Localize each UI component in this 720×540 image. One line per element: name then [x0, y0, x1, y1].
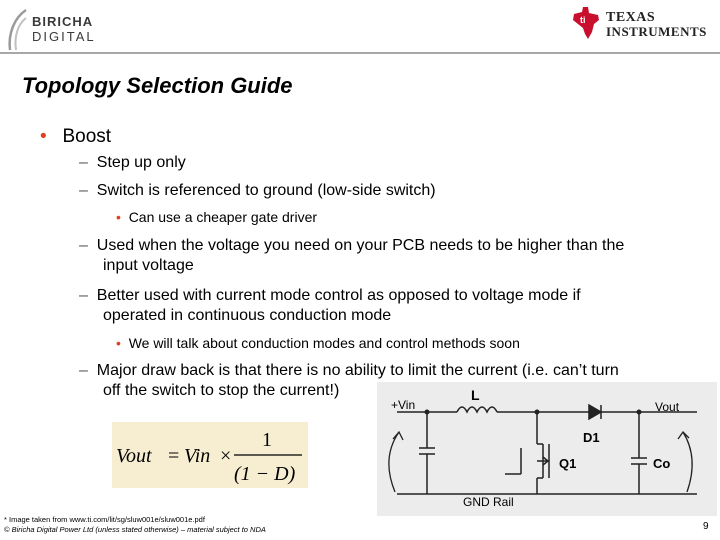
label-gnd-rail: GND Rail — [463, 495, 514, 509]
biricha-logo — [6, 4, 106, 54]
sub-bullet-5-line1: Major draw back is that there is no ability to limit the current (i.e. can’t turn — [96, 362, 619, 379]
bullet-dot-icon: • — [40, 126, 47, 147]
formula-denominator: (1 − D) — [234, 463, 296, 485]
biricha-logo-line1: BIRICHA — [32, 14, 94, 29]
footnote — [4, 515, 266, 535]
sub-sub-bullet-4-1 — [116, 335, 520, 351]
bullet-boost — [40, 126, 111, 148]
formula-eq: = — [168, 445, 180, 467]
formula-times: × — [220, 445, 232, 467]
formula-lhs: Vout — [116, 445, 152, 467]
bullet-dot-icon: • — [116, 335, 121, 351]
ti-logo — [570, 4, 715, 44]
formula-numerator: 1 — [262, 429, 272, 451]
ti-texas-icon — [570, 6, 602, 40]
sub-bullet-3: – Used when the voltage you need on your PCB needs to be higher than the input voltage — [79, 237, 625, 274]
formula-vin: Vin — [184, 445, 211, 467]
sub-bullet-4-line2: operated in continuous conduction mode — [103, 307, 392, 324]
sub-sub-bullet-2-1-text: Can use a cheaper gate driver — [128, 209, 318, 225]
svg-text:ti: ti — [580, 15, 586, 25]
ti-logo-line1: TEXAS — [606, 10, 656, 25]
sub-bullet-1: – Step up only — [79, 154, 186, 171]
slide-title: Topology Selection Guide — [22, 73, 293, 98]
page-number: 9 — [703, 521, 709, 532]
sub-bullet-5: – Major draw back is that there is no ability to limit the current (i.e. can’t turn off the switch to stop the current!) — [79, 362, 619, 399]
sub-bullet-4-line1: Better used with current mode control as opposed to voltage mode if — [96, 287, 581, 304]
sub-bullet-3-line2: input voltage — [103, 257, 194, 274]
biricha-swoosh-icon — [6, 8, 28, 52]
sub-bullet-3-line1: Used when the voltage you need on your PCB needs to be higher than the — [96, 237, 625, 254]
biricha-logo-line2: DIGITAL — [32, 29, 96, 44]
sub-bullet-2: – Switch is referenced to ground (low-side switch) — [79, 182, 436, 199]
sub-bullet-5-line2: off the switch to stop the current!) — [103, 382, 340, 399]
label-mosfet: Q1 — [559, 456, 577, 471]
boost-circuit-schematic — [377, 382, 717, 516]
label-diode: D1 — [583, 430, 600, 445]
sub-sub-bullet-2-1 — [116, 209, 317, 225]
bullet-dot-icon: • — [116, 209, 121, 225]
label-vin: +Vin — [391, 398, 416, 412]
boost-circuit-diagram — [377, 382, 717, 516]
label-vout: Vout — [655, 400, 680, 414]
sub-bullet-4: – Better used with current mode control as opposed to voltage mode if operated in continuous conduction mode — [79, 287, 581, 324]
header-divider — [0, 52, 720, 54]
sub-bullet-1-text: Step up only — [96, 154, 186, 171]
bullet-boost-text: Boost — [62, 126, 112, 147]
sub-bullet-2-text: Switch is referenced to ground (low-side switch) — [96, 182, 436, 199]
footnote-source: * Image taken from www.ti.com/lit/sg/sluw001e/sluw001e.pdf — [4, 515, 205, 524]
label-inductor: L — [471, 387, 480, 403]
footnote-copyright: © Biricha Digital Power Ltd (unless stated otherwise) – material subject to NDA — [4, 525, 266, 534]
boost-formula — [112, 422, 308, 488]
ti-logo-line2: INSTRUMENTS — [606, 24, 707, 39]
sub-sub-bullet-4-1-text: We will talk about conduction modes and control methods soon — [128, 335, 520, 351]
label-output-cap: Co — [653, 456, 671, 471]
formula-graphic — [112, 422, 308, 488]
